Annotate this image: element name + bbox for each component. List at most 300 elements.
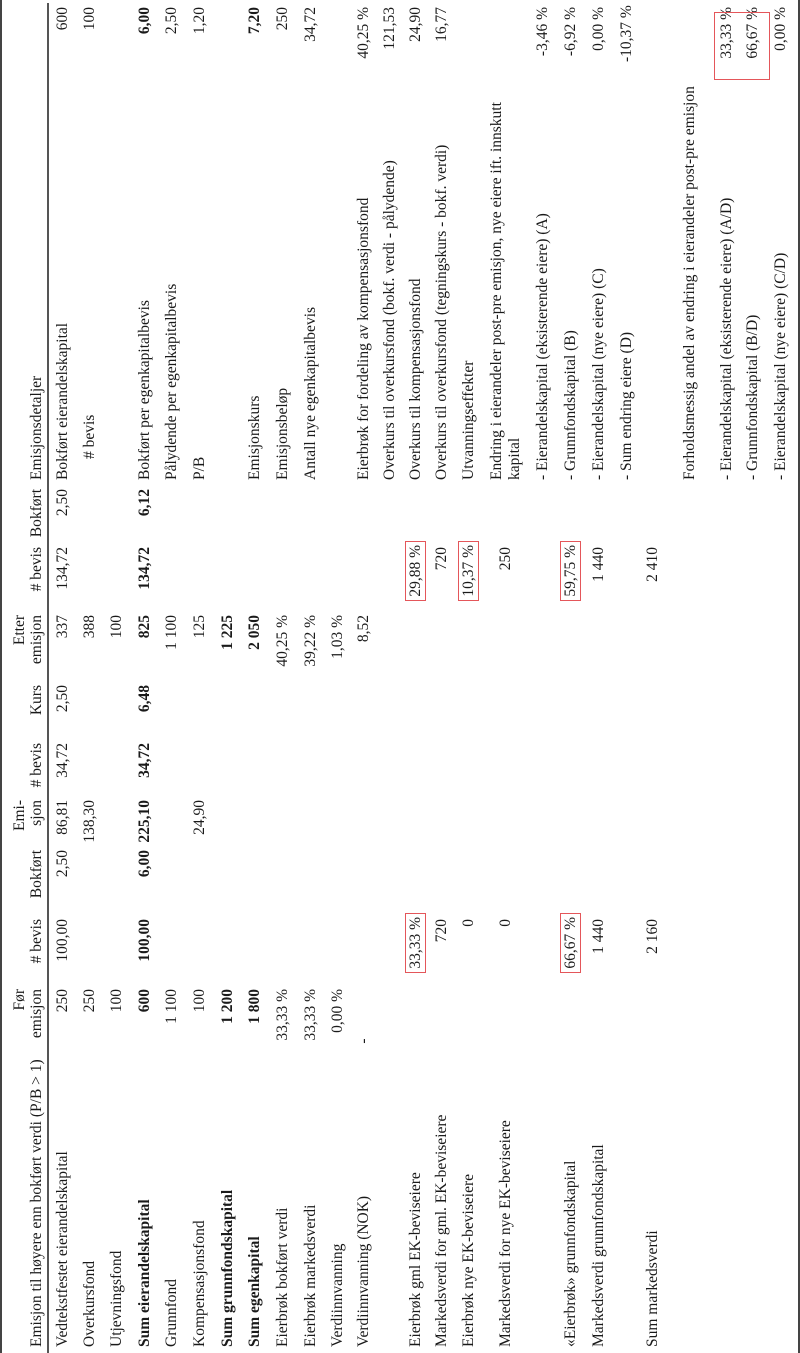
cell-bokfort	[214, 846, 241, 915]
cell-emi-bevis	[455, 739, 483, 796]
row-label: Sum markedsverdi	[644, 1230, 661, 1347]
cell-bokfort	[714, 846, 740, 915]
cell-for	[403, 985, 429, 1123]
cell-bokfort	[429, 846, 455, 915]
cell-etter-bevis: 250	[497, 547, 514, 571]
cell-for	[640, 985, 666, 1123]
cell-emisjon	[158, 796, 186, 846]
cell-emi-bevis	[666, 739, 714, 796]
cell-etter-bokfort	[529, 485, 556, 543]
table-row	[324, 3, 351, 1353]
cell-for	[585, 985, 613, 1123]
cell-kurs	[529, 681, 556, 739]
cell-for	[556, 985, 585, 1123]
row-label	[529, 1123, 556, 1353]
cell-for: 100	[108, 989, 125, 1013]
cell-emi-bevis	[376, 739, 403, 796]
detail-label	[324, 65, 351, 485]
cell-etter-bokfort	[297, 485, 324, 543]
detail-label: Utvanningseffekter	[460, 360, 477, 480]
cell-emisjon	[429, 796, 455, 846]
cell-etter-bokfort	[269, 485, 297, 543]
cell-etter-bevis: 134,72	[53, 547, 71, 590]
cell-for-bevis	[529, 915, 556, 985]
cell-for: 600	[135, 989, 153, 1013]
cell-etter-bevis	[186, 543, 214, 611]
cell-kurs	[666, 681, 714, 739]
cell-etter: 8,52	[354, 615, 372, 643]
cell-for-bevis	[158, 915, 186, 985]
detail-value	[103, 3, 131, 65]
row-label: Markedsverdi for gml. EK-beviseiere	[433, 1114, 450, 1347]
table-row	[766, 3, 796, 1353]
row-label: «Eierbrøk» grunnfondskapital	[561, 1160, 579, 1347]
detail-label: - Eierandelskapital (nye eiere) (C/D)	[772, 252, 789, 480]
detail-label: Endring i eierandeler post-pre emisjon, nye eiere ift. innskutt kapital	[488, 102, 523, 480]
cell-for-bevis	[214, 915, 241, 985]
table-row	[613, 3, 640, 1353]
cell-etter-bevis	[740, 543, 766, 611]
cell-etter-bevis	[376, 543, 403, 611]
cell-kurs	[483, 681, 529, 739]
detail-label: P/B	[191, 456, 208, 480]
table-row	[429, 3, 455, 1353]
cell-etter-bokfort	[351, 485, 376, 543]
table-row	[158, 3, 186, 1353]
cell-bokfort	[297, 846, 324, 915]
cell-etter-bevis	[613, 543, 640, 611]
detail-value	[483, 3, 529, 65]
cell-for	[714, 985, 740, 1123]
detail-label	[640, 65, 666, 485]
cell-etter	[766, 611, 796, 681]
cell-emisjon	[297, 796, 324, 846]
cell-for: 0,00 %	[328, 989, 346, 1033]
cell-emisjon	[241, 796, 269, 846]
row-label: Eierbrøk markedsverdi	[301, 1204, 319, 1347]
cell-etter	[666, 611, 714, 681]
row-label: Vedtekstfestet eierandelskapital	[53, 1151, 71, 1347]
detail-value	[666, 3, 714, 65]
header-before-line2: emisjon	[28, 989, 45, 1039]
cell-for-bevis	[714, 915, 740, 985]
cell-etter: 100	[108, 615, 125, 639]
detail-value: 33,33 %	[718, 7, 735, 59]
cell-etter-bokfort	[714, 485, 740, 543]
cell-for-bevis	[556, 915, 585, 985]
row-label: Eierbrøk nye EK-beviseiere	[460, 1173, 477, 1347]
table-row	[640, 3, 666, 1353]
detail-label: - Eierandelskapital (eksisterende eiere) (A)	[533, 213, 551, 480]
table-row	[455, 3, 483, 1353]
detail-label: Bokført eierandelskapital	[53, 322, 71, 480]
table-row	[186, 3, 214, 1353]
row-label: Markedsverdi for nye EK-beviseiere	[497, 1120, 514, 1347]
cell-etter-bokfort	[103, 485, 131, 543]
cell-for-bevis: 720	[433, 919, 450, 943]
cell-kurs	[297, 681, 324, 739]
cell-etter: 39,22 %	[301, 615, 319, 667]
detail-value: -6,92 %	[561, 7, 579, 57]
cell-emisjon	[351, 796, 376, 846]
cell-etter-bokfort	[186, 485, 214, 543]
cell-etter-bokfort	[158, 485, 186, 543]
cell-kurs	[186, 681, 214, 739]
cell-emisjon	[269, 796, 297, 846]
detail-label: Emisjonsbeløp	[274, 387, 291, 480]
cell-etter	[585, 611, 613, 681]
header-emission-count: # bevis	[2, 739, 48, 796]
row-label	[376, 1123, 403, 1353]
cell-emi-bevis	[529, 739, 556, 796]
cell-bokfort	[585, 846, 613, 915]
cell-kurs: 6,48	[135, 685, 153, 713]
detail-label: Overkurs til overkursfond (bokf. verdi - pålydende)	[380, 160, 398, 480]
header-emission-line1: Emi-	[11, 800, 28, 831]
cell-etter-bevis	[76, 543, 103, 611]
cell-etter-bokfort	[666, 485, 714, 543]
detail-value	[455, 3, 483, 65]
detail-value: 100	[80, 7, 98, 31]
row-label	[666, 1123, 714, 1353]
table-row	[297, 3, 324, 1353]
cell-emi-bevis	[403, 739, 429, 796]
cell-for-bevis	[376, 915, 403, 985]
cell-etter-bokfort	[740, 485, 766, 543]
cell-for: 33,33 %	[274, 989, 291, 1041]
cell-kurs	[714, 681, 740, 739]
cell-etter	[376, 611, 403, 681]
detail-value: -10,37 %	[617, 5, 635, 62]
header-before-line1: Før	[11, 989, 28, 1011]
detail-value	[640, 3, 666, 65]
cell-kurs	[214, 681, 241, 739]
cell-emisjon	[403, 796, 429, 846]
table-row	[483, 3, 529, 1353]
row-label: Markedsverdi grunnfondskapital	[590, 1144, 607, 1347]
cell-emi-bevis	[740, 739, 766, 796]
cell-kurs	[376, 681, 403, 739]
cell-etter-bevis	[766, 543, 796, 611]
row-label: Overkursfond	[80, 1260, 98, 1347]
cell-etter	[556, 611, 585, 681]
cell-etter	[403, 611, 429, 681]
cell-emi-bevis	[186, 739, 214, 796]
cell-bokfort: 6,00	[135, 850, 153, 878]
detail-value: 121,53	[380, 7, 398, 50]
table-row	[48, 3, 76, 1353]
detail-value: 16,77	[433, 7, 450, 42]
row-label: Verdiinnvanning	[328, 1243, 346, 1347]
cell-for-bevis	[103, 915, 131, 985]
cell-for	[483, 985, 529, 1123]
cell-emisjon	[103, 796, 131, 846]
detail-value	[214, 3, 241, 65]
cell-emisjon: 138,30	[80, 800, 98, 843]
cell-kurs	[241, 681, 269, 739]
cell-bokfort	[613, 846, 640, 915]
cell-emisjon	[666, 796, 714, 846]
cell-emi-bevis	[714, 739, 740, 796]
cell-etter-bevis: 134,72	[135, 547, 153, 590]
detail-label: Antall nye egenkapitalbevis	[301, 306, 319, 480]
detail-value: 600	[53, 7, 71, 31]
cell-etter-bokfort	[76, 485, 103, 543]
cell-emi-bevis	[351, 739, 376, 796]
cell-etter-bevis	[324, 543, 351, 611]
row-label: Sum egenkapital	[246, 1236, 263, 1347]
cell-etter-bokfort: 2,50	[53, 489, 71, 517]
cell-kurs	[324, 681, 351, 739]
cell-emi-bevis	[76, 739, 103, 796]
cell-emisjon: 225,10	[135, 800, 153, 843]
cell-emi-bevis	[241, 739, 269, 796]
detail-value: 66,67 %	[744, 7, 761, 59]
cell-kurs: 2,50	[53, 685, 71, 713]
detail-value: 34,72	[301, 7, 319, 42]
cell-emi-bevis	[556, 739, 585, 796]
detail-value: 24,90	[407, 7, 424, 42]
table-row	[214, 3, 241, 1353]
cell-emi-bevis	[103, 739, 131, 796]
cell-kurs	[76, 681, 103, 739]
cell-for	[766, 985, 796, 1123]
cell-for-bevis: 2 160	[644, 919, 661, 954]
highlighted-value: 59,75 %	[560, 541, 581, 601]
cell-etter-bevis: 2 410	[644, 547, 661, 582]
table-row	[76, 3, 103, 1353]
cell-for-bevis	[241, 915, 269, 985]
cell-emisjon	[483, 796, 529, 846]
cell-for	[740, 985, 766, 1123]
cell-for-bevis: 0	[460, 919, 477, 927]
cell-etter-bokfort: 6,12	[135, 489, 153, 517]
cell-kurs	[585, 681, 613, 739]
cell-emisjon	[740, 796, 766, 846]
cell-etter-bokfort	[324, 485, 351, 543]
table-row	[585, 3, 613, 1353]
cell-bokfort	[158, 846, 186, 915]
table-row	[103, 3, 131, 1353]
header-label: Emisjon til høyere enn bokført verdi (P/B > 1)	[2, 1123, 48, 1353]
table-row	[131, 3, 158, 1353]
cell-kurs	[269, 681, 297, 739]
cell-bokfort	[556, 846, 585, 915]
cell-kurs	[103, 681, 131, 739]
row-label	[613, 1123, 640, 1353]
cell-for: 1 100	[163, 989, 180, 1024]
detail-label: - Grunnfondskapital (B)	[561, 330, 579, 480]
cell-etter-bokfort	[429, 485, 455, 543]
cell-kurs	[766, 681, 796, 739]
cell-bokfort	[455, 846, 483, 915]
row-label: Grunnfond	[163, 1278, 180, 1347]
highlighted-value: 33,33 %	[405, 913, 426, 973]
cell-bokfort	[103, 846, 131, 915]
cell-emisjon	[529, 796, 556, 846]
header-after-emission	[2, 611, 48, 681]
header-detail-value	[2, 3, 48, 65]
emission-table	[2, 3, 796, 1353]
cell-emi-bevis: 34,72	[135, 743, 153, 778]
cell-bokfort	[324, 846, 351, 915]
cell-etter-bevis	[666, 543, 714, 611]
cell-bokfort	[529, 846, 556, 915]
row-label: Sum eierandelskapital	[135, 1199, 153, 1347]
cell-etter-bokfort	[766, 485, 796, 543]
cell-for	[455, 985, 483, 1123]
cell-etter-bevis	[297, 543, 324, 611]
detail-label: - Eierandelskapital (eksisterende eiere) (A/D)	[718, 197, 735, 480]
detail-label: Overkurs til overkursfond (tegningskurs - bokf. verdi)	[433, 144, 450, 480]
cell-emi-bevis	[324, 739, 351, 796]
cell-for	[666, 985, 714, 1123]
cell-etter: 825	[135, 615, 153, 639]
cell-emisjon	[640, 796, 666, 846]
cell-bokfort	[376, 846, 403, 915]
header-after-book-value: Bokført	[2, 485, 48, 543]
cell-emi-bevis: 34,72	[53, 743, 71, 778]
cell-for-bevis	[666, 915, 714, 985]
cell-emi-bevis	[585, 739, 613, 796]
detail-value: -3,46 %	[533, 7, 551, 57]
cell-bokfort	[186, 846, 214, 915]
cell-emisjon	[613, 796, 640, 846]
cell-for-bevis: 100,00	[135, 919, 153, 962]
detail-value: 1,20	[191, 7, 208, 35]
cell-etter	[529, 611, 556, 681]
header-book-value: Bokført	[2, 846, 48, 915]
cell-etter-bevis	[269, 543, 297, 611]
cell-for-bevis	[403, 915, 429, 985]
cell-emisjon	[556, 796, 585, 846]
cell-for: 250	[80, 989, 98, 1013]
cell-emi-bevis	[297, 739, 324, 796]
cell-etter-bokfort	[613, 485, 640, 543]
cell-etter-bokfort	[376, 485, 403, 543]
cell-emisjon: 24,90	[191, 800, 208, 835]
cell-for	[429, 985, 455, 1123]
detail-value	[324, 3, 351, 65]
table-body	[48, 3, 796, 1353]
header-emission-line2: sjon	[28, 800, 45, 826]
cell-etter-bokfort	[403, 485, 429, 543]
row-label: Verdiinnvanning (NOK)	[354, 1195, 372, 1347]
cell-emisjon	[585, 796, 613, 846]
cell-emi-bevis	[483, 739, 529, 796]
cell-etter-bokfort	[214, 485, 241, 543]
table-row	[241, 3, 269, 1353]
cell-etter-bevis	[241, 543, 269, 611]
header-price: Kurs	[2, 681, 48, 739]
cell-bokfort	[241, 846, 269, 915]
cell-kurs	[640, 681, 666, 739]
cell-etter-bokfort	[483, 485, 529, 543]
cell-etter-bokfort	[640, 485, 666, 543]
detail-value: 0,00 %	[772, 7, 789, 51]
cell-emi-bevis	[269, 739, 297, 796]
detail-label	[103, 65, 131, 485]
cell-emisjon: 86,81	[53, 800, 71, 835]
cell-for-bevis	[766, 915, 796, 985]
cell-emisjon	[714, 796, 740, 846]
row-label: Eierbrøk gml EK-beviseiere	[407, 1172, 424, 1347]
row-label	[714, 1123, 740, 1353]
cell-etter-bevis	[158, 543, 186, 611]
cell-etter-bevis	[556, 543, 585, 611]
cell-etter-bevis	[714, 543, 740, 611]
cell-emisjon	[766, 796, 796, 846]
cell-for-bevis	[269, 915, 297, 985]
cell-for-bevis: 1 440	[590, 919, 607, 954]
detail-value: 250	[274, 7, 291, 31]
cell-etter	[640, 611, 666, 681]
cell-for: 100	[191, 989, 208, 1013]
cell-for-bevis	[740, 915, 766, 985]
row-label: Eierbrøk bokført verdi	[274, 1207, 291, 1347]
cell-for-bevis	[76, 915, 103, 985]
detail-label: Forholdsmessig andel av endring i eierandeler post-pre emisjon	[681, 86, 698, 480]
cell-emi-bevis	[429, 739, 455, 796]
cell-etter-bokfort	[455, 485, 483, 543]
cell-for: 250	[53, 989, 71, 1013]
header-after-line1: Etter	[11, 615, 28, 646]
cell-bokfort	[740, 846, 766, 915]
header-after-count: # bevis	[2, 543, 48, 611]
cell-bokfort: 2,50	[53, 850, 71, 878]
detail-label: - Eierandelskapital (nye eiere) (C)	[590, 268, 607, 480]
cell-etter-bokfort	[241, 485, 269, 543]
cell-etter	[455, 611, 483, 681]
cell-bokfort	[351, 846, 376, 915]
header-details: Emisjonsdetaljer	[2, 65, 48, 485]
detail-label: Emisjonskurs	[246, 395, 263, 480]
cell-etter	[613, 611, 640, 681]
cell-etter-bevis: 1 440	[590, 547, 607, 582]
cell-for	[529, 985, 556, 1123]
cell-etter: 2 050	[246, 615, 263, 650]
cell-etter-bevis	[103, 543, 131, 611]
cell-emisjon	[214, 796, 241, 846]
cell-for: 1 200	[218, 989, 236, 1024]
cell-for: 1 800	[246, 989, 263, 1024]
table-row	[529, 3, 556, 1353]
cell-for-bevis: 100,00	[53, 919, 71, 962]
header-row	[2, 3, 48, 1353]
row-label: Utjevningsfond	[108, 1250, 125, 1347]
table-row	[666, 3, 714, 1353]
cell-etter-bevis	[214, 543, 241, 611]
cell-etter: 337	[53, 615, 71, 639]
cell-bokfort	[76, 846, 103, 915]
cell-kurs	[740, 681, 766, 739]
row-label: Sum grunnfondskapital	[218, 1189, 236, 1347]
table-row	[556, 3, 585, 1353]
table-row	[269, 3, 297, 1353]
highlight-box	[714, 12, 770, 80]
cell-etter-bokfort	[556, 485, 585, 543]
table-row	[351, 3, 376, 1353]
row-label	[740, 1123, 766, 1353]
cell-emisjon	[324, 796, 351, 846]
detail-value: 0,00 %	[590, 7, 607, 51]
header-before-count: # bevis	[2, 915, 48, 985]
cell-emi-bevis	[766, 739, 796, 796]
cell-for-bevis	[613, 915, 640, 985]
detail-value: 2,50	[163, 7, 180, 35]
cell-emisjon	[376, 796, 403, 846]
cell-emisjon	[455, 796, 483, 846]
